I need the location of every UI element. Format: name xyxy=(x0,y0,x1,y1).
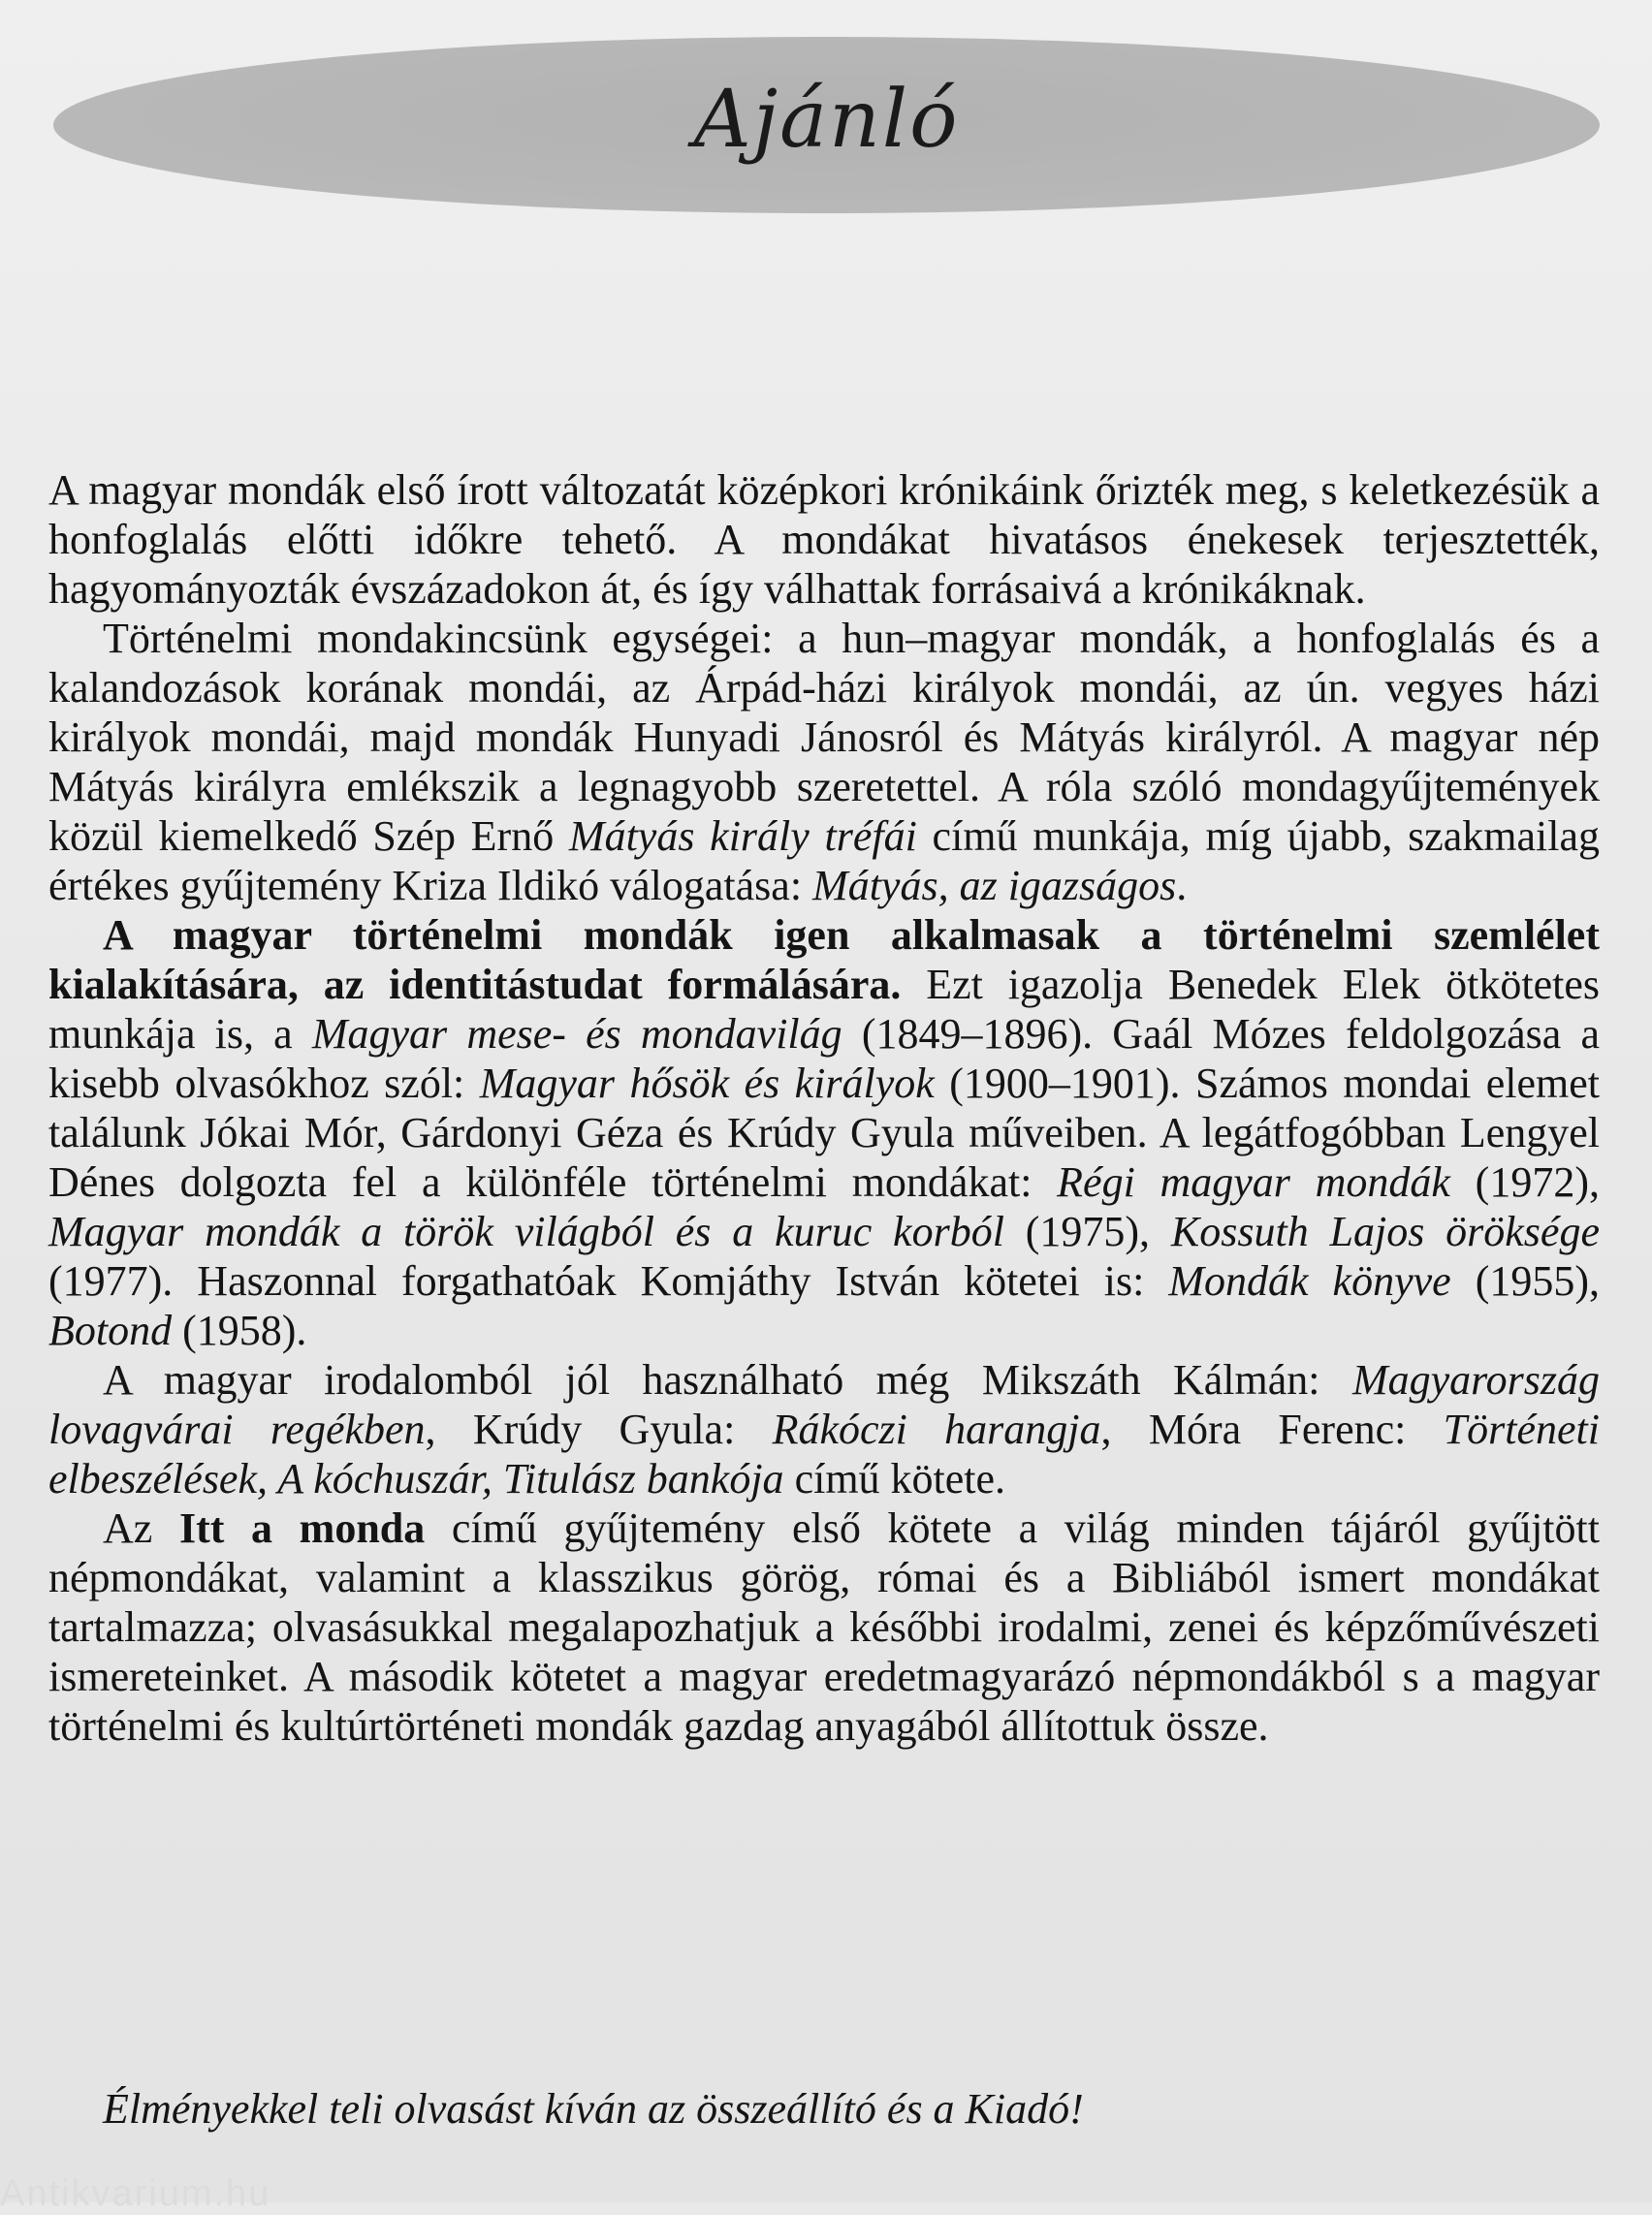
book-title: Mátyás, az igazságos xyxy=(812,862,1177,909)
paragraph-4: A magyar irodalomból jól használható még Mikszáth Kálmán: Magyarország lovagvárai regékben, Krúdy Gyula: Rákóczi harangja, Móra Ferenc: Történeti elbeszélések, A kóchuszár, Titulász bankója című kötete. xyxy=(48,1356,1600,1503)
emphasis-sentence: A magyar történelmi mondák igen alkalmasak a történelmi szemlélet kialakítására, az identitástudat formálására. xyxy=(48,911,1600,1008)
paragraph-2: Történelmi mondakincsünk egységei: a hun–magyar mondák, a honfoglalás és a kalandozások korának mondái, az Árpád-házi királyok mondái, az ún. vegyes házi királyok mondái, majd mondák Hunyadi Jánosról és Mátyás királyról. A magyar nép Mátyás királyra emlékszik a legnagyobb szeretettel. A róla szóló mondagyűjtemények közül kiemelkedő Szép Ernő Mátyás király tréfái című munkája, míg újabb, szakmailag értékes gyűjtemény Kriza Ildikó válogatása: Mátyás, az igazságos. xyxy=(48,615,1600,909)
book-title: Kossuth Lajos öröksége xyxy=(1170,1208,1600,1255)
book-title: Magyar mondák a török világból és a kuruc korból xyxy=(48,1208,1004,1255)
book-title: Mátyás király tréfái xyxy=(568,812,917,860)
book-title: Történeti elbeszélések, A kóchuszár, Titulász bankója xyxy=(48,1406,1600,1503)
book-title: Magyar mese- és mondavilág xyxy=(311,1010,842,1058)
watermark-text: Antikvarium.hu xyxy=(0,2173,271,2214)
book-title: Rákóczi harangja xyxy=(772,1406,1101,1453)
book-title: Magyarország lovagvárai regékben xyxy=(48,1356,1600,1453)
body-text xyxy=(48,465,1600,1751)
book-title: Mondák könyve xyxy=(1168,1257,1451,1305)
closing-line: Élményekkel teli olvasást kíván az összeállító és a Kiadó! xyxy=(103,2085,1084,2133)
title-banner xyxy=(53,37,1600,213)
page-title: Ajánló xyxy=(693,73,960,166)
paragraph-1: A magyar mondák első írott változatát középkori krónikáink őrizték meg, s keletkezésük a honfoglalás előtti időkre tehető. A mondákat hivatásos énekesek terjesztették, hagyományozták évszázadokon át, és így válhattak forrásaivá a krónikáknak. xyxy=(48,466,1600,613)
paragraph-5: Az Itt a monda című gyűjtemény első kötete a világ minden tájáról gyűjtött népmondákat, valamint a klasszikus görög, római és a Bibliából ismert mondákat tartalmazza; olvasásukkal megalapozhatjuk a későbbi irodalmi, zenei és képzőművészeti ismereteinket. A második kötetet a magyar eredetmagyarázó népmondákból s a magyar történelmi és kultúrtörténeti mondák gazdag anyagából állítottuk össze. xyxy=(48,1504,1600,1750)
paragraph-3: A magyar történelmi mondák igen alkalmasak a történelmi szemlélet kialakítására, az identitástudat formálására. Ezt igazolja Benedek Elek ötkötetes munkája is, a Magyar mese- és mondavilág (1849–1896). Gaál Mózes feldolgozása a kisebb olvasókhoz szól: Magyar hősök és királyok (1900–1901). Számos mondai elemet találunk Jókai Mór, Gárdonyi Géza és Krúdy Gyula műveiben. A legátfogóbban Lengyel Dénes dolgozta fel a különféle történelmi mondákat: Régi magyar mondák (1972), Magyar mondák a török világból és a kuruc korból (1975), Kossuth Lajos öröksége (1977). Haszonnal forgathatóak Komjáthy István kötetei is: Mondák könyve (1955), Botond (1958). xyxy=(48,911,1600,1354)
book-title: Botond xyxy=(48,1307,173,1354)
series-title: Itt a monda xyxy=(178,1504,426,1552)
book-title: Magyar hősök és királyok xyxy=(479,1060,935,1107)
book-title: Régi magyar mondák xyxy=(1057,1158,1450,1206)
